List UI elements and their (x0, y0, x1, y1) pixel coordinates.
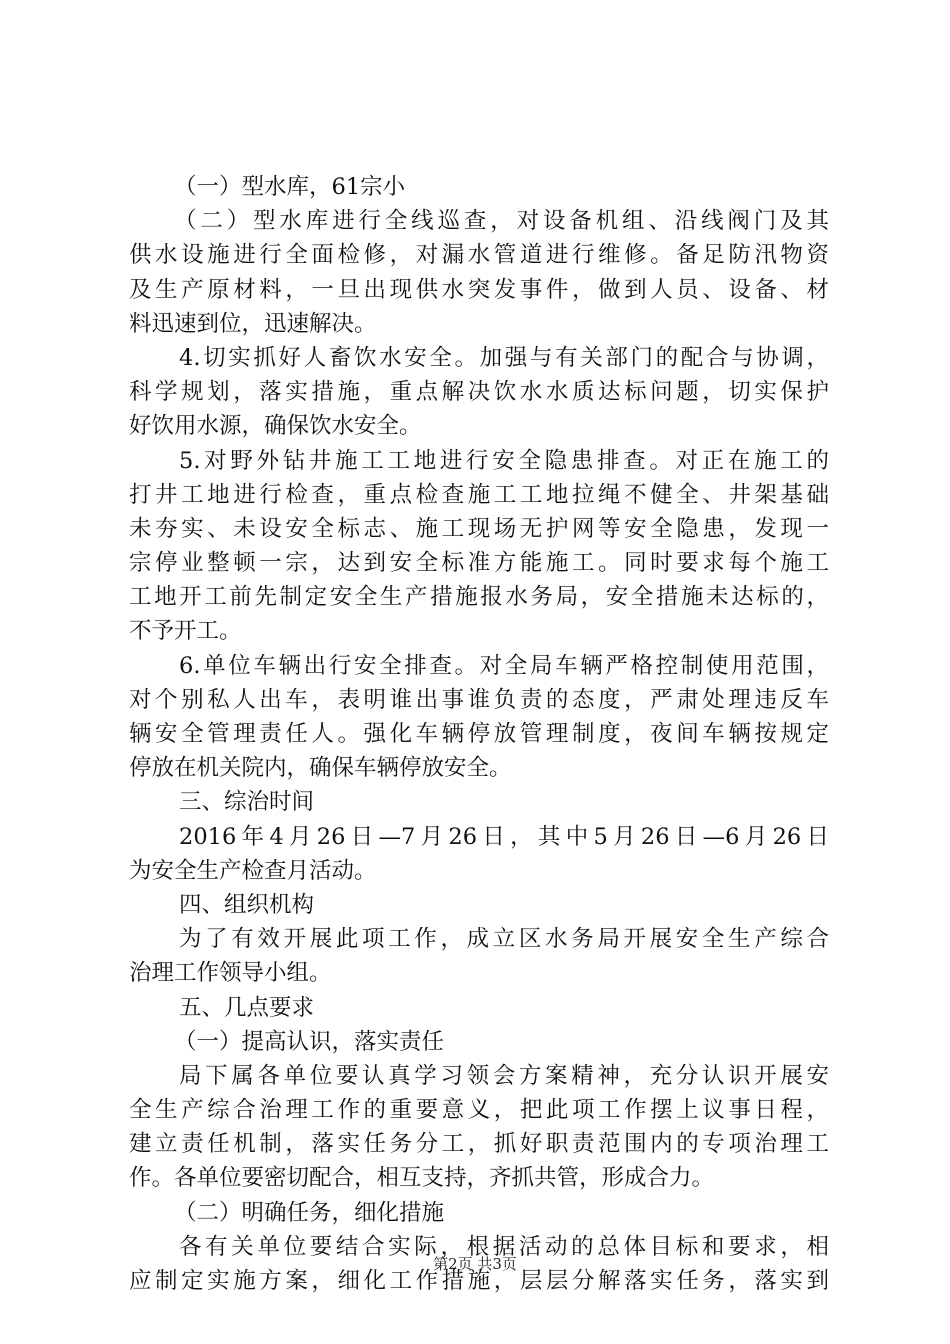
text-line: 不予开工。 (129, 618, 242, 645)
text-line: 各有关单位要结合实际，根据活动的总体目标和要求，相 (179, 1233, 829, 1260)
text-line: 工地开工前先制定安全生产措施报水务局，安全措施未达标的， (129, 584, 829, 611)
text-line: 供水设施进行全面检修，对漏水管道进行维修。备足防汛物资 (129, 242, 829, 269)
text-line: 及生产原材料，一旦出现供水突发事件，做到人员、设备、材 (129, 276, 829, 303)
text-line: 打井工地进行检查，重点检查施工工地拉绳不健全、井架基础 (129, 481, 829, 508)
text-line: 未夯实、未设安全标志、施工现场无护网等安全隐患，发现一 (129, 515, 829, 542)
text-line: （二）型水库进行全线巡查，对设备机组、沿线阀门及其 (174, 208, 829, 235)
text-line: 好饮用水源，确保饮水安全。 (129, 413, 422, 440)
page-footer: 第2页 共3页 (433, 1255, 517, 1273)
text-line: 作。各单位要密切配合，相互支持，齐抓共管，形成合力。 (129, 1165, 715, 1192)
text-line: 4.切实抓好人畜饮水安全。加强与有关部门的配合与协调， (179, 344, 829, 371)
text-line: 为安全生产检查月活动。 (129, 857, 377, 884)
text-line: （一）型水库，61宗小 (174, 174, 406, 200)
text-line: 2016年4月26日—7月26日，其中5月26日—6月26日 (179, 823, 829, 850)
text-line: 局下属各单位要认真学习领会方案精神，充分认识开展安 (179, 1062, 829, 1089)
text-line: （二）明确任务，细化措施 (174, 1199, 445, 1226)
text-line: （一）提高认识，落实责任 (174, 1028, 445, 1055)
text-line: 料迅速到位，迅速解决。 (129, 310, 377, 337)
text-line: 治理工作领导小组。 (129, 960, 332, 987)
document-body (129, 170, 829, 1298)
text-line: 五、几点要求 (179, 994, 315, 1021)
text-line: 四、组织机构 (179, 891, 315, 918)
text-line: 宗停业整顿一宗，达到安全标准方能施工。同时要求每个施工 (129, 550, 829, 577)
text-line: 停放在机关院内，确保车辆停放安全。 (129, 755, 512, 782)
text-line: 6.单位车辆出行安全排查。对全局车辆严格控制使用范围， (179, 652, 829, 679)
text-line: 全生产综合治理工作的重要意义，把此项工作摆上议事日程， (129, 1097, 829, 1124)
text-line: 为了有效开展此项工作，成立区水务局开展安全生产综合 (179, 926, 829, 953)
text-line: 科学规划，落实措施，重点解决饮水水质达标问题，切实保护 (129, 379, 829, 406)
text-line: 应制定实施方案，细化工作措施，层层分解落实任务，落实到 (129, 1268, 829, 1294)
text-line: 对个别私人出车，表明谁出事谁负责的态度，严肃处理违反车 (129, 686, 829, 713)
text-line: 三、综治时间 (179, 789, 315, 816)
text-line: 5.对野外钻井施工工地进行安全隐患排查。对正在施工的 (179, 447, 829, 474)
text-line: 辆安全管理责任人。强化车辆停放管理制度，夜间车辆按规定 (129, 721, 829, 747)
text-line: 建立责任机制，落实任务分工，抓好职责范围内的专项治理工 (129, 1131, 829, 1158)
